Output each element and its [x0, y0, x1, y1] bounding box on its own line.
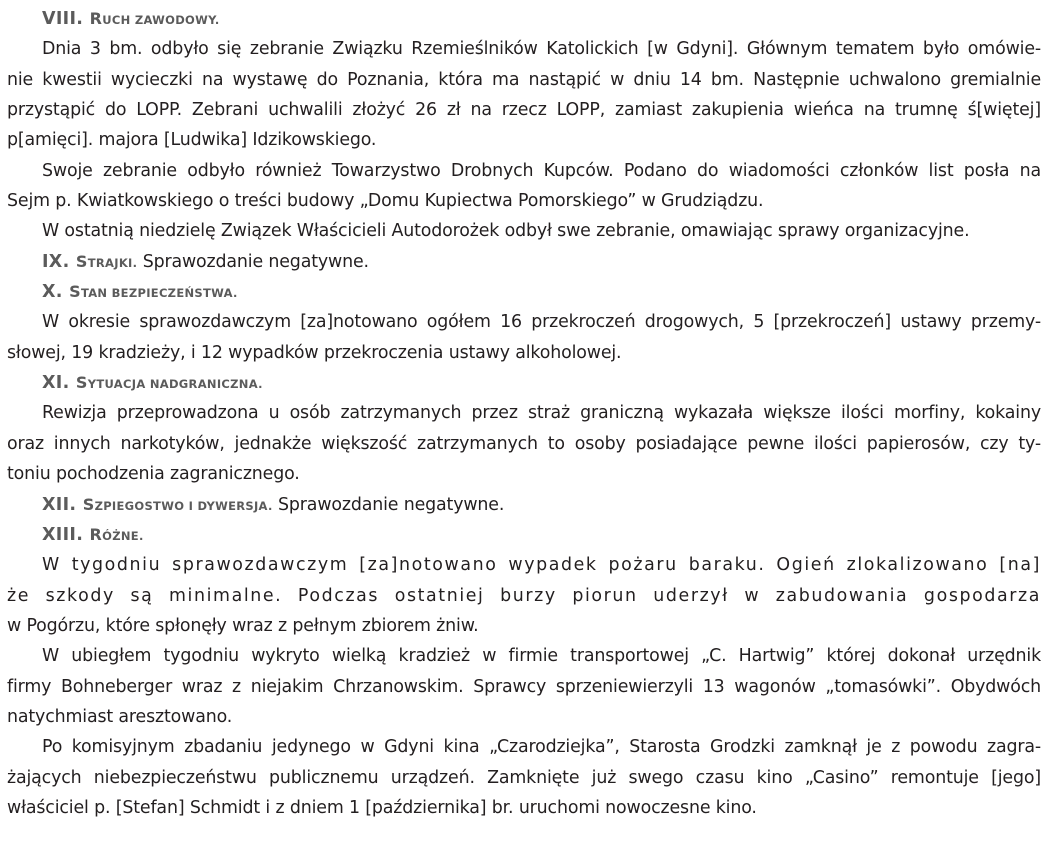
section-inline-text: Sprawozdanie negatywne.: [142, 251, 369, 272]
section-title-initial: S: [75, 373, 88, 393]
paragraph-line: słowej, 19 kradzieży, i 12 wypadków przekroczenia ustawy alkoholowej.: [7, 342, 622, 363]
paragraph-line: Po komisyjnym zbadaniu jedynego w Gdyni kina „Czarodziejka”, Starosta Grodzki zamknął je z powodu zagra-: [42, 737, 1041, 758]
paragraph-line: Rewizja przeprowadzona u osób zatrzymanych przez straż graniczną wykazała większe ilości morfiny, kokainy: [42, 403, 1041, 424]
paragraph-line: p[amięci]. majora [Ludwika] Idzikowskiego.: [7, 130, 377, 151]
section-title: TRAJKI.: [87, 255, 138, 270]
section-title-initial: R: [89, 524, 103, 544]
paragraph-line: w Pogórzu, które spłonęły wraz z pełnym zbiorem żniw.: [7, 615, 479, 636]
paragraph-line: właściciel p. [Stefan] Schmidt i z dniem 1 [października] br. uruchomi nowoczesne kino.: [7, 797, 757, 818]
paragraph-line: W okresie sprawozdawczym [za]notowano ogółem 16 przekroczeń drogowych, 5 [przekroczeń] ustawy przemy-: [42, 312, 1041, 333]
paragraph-line: W ostatnią niedzielę Związek Właścicieli Autodorożek odbył swe zebranie, omawiając sprawy organizacyjne.: [42, 221, 970, 242]
paragraph-line: że szkody są minimalne. Podczas ostatniej burzy piorun uderzył w zabudowania gospodarza: [7, 585, 1041, 606]
paragraph-line: Swoje zebranie odbyło również Towarzystwo Drobnych Kupców. Podano do wiadomości członków list posła na: [42, 160, 1041, 181]
section-title: ÓŻNE.: [102, 528, 144, 543]
paragraph-line: Dnia 3 bm. odbyło się zebranie Związku Rzemieślników Katolickich [w Gdyni]. Głównym tematem było omówie-: [42, 39, 1041, 60]
paragraph-line: Sejm p. Kwiatkowskiego o treści budowy „Domu Kupiectwa Pomorskiego” w Grudziądzu.: [7, 191, 764, 212]
paragraph-line: W tygodniu sprawozdawczym [za]notowano wypadek pożaru baraku. Ogień zlokalizowano [na]: [42, 555, 1041, 576]
section-title: TAN BEZPIECZEŃSTWA.: [80, 286, 238, 301]
paragraph-line: żających niebezpieczeństwu publicznemu urządzeń. Zamknięte już swego czasu kino „Casino” remontuje [jego]: [7, 767, 1041, 788]
section-title-initial: R: [89, 9, 103, 28]
section-title: ZPIEGOSTWO I DYWERSJA.: [94, 498, 273, 513]
section-title: YTUACJA NADGRANICZNA.: [87, 377, 263, 392]
paragraph-line: firmy Bohneberger wraz z niejakim Chrzanowskim. Sprawcy sprzeniewierzyli 13 wagonów „tomasówki”. Obydwóch: [7, 676, 1041, 697]
section-number: X.: [42, 282, 63, 303]
section-number: XIII.: [42, 524, 84, 545]
section-title: UCH ZAWODOWY.: [102, 13, 220, 27]
paragraph-line: natychmiast aresztowano.: [7, 706, 233, 727]
section-heading-x: [7, 277, 1041, 307]
section-heading-ix: [7, 247, 1041, 277]
paragraph-line: nie kwestii wycieczki na wystawę do Poznania, która ma nastąpić w dniu 14 bm. Następnie uchwalono gremialnie: [7, 69, 1041, 90]
section-heading-xii: [7, 490, 1041, 520]
section-title-initial: S: [69, 282, 81, 302]
paragraph-line: oraz innych narkotyków, jednakże większość zatrzymanych to osoby posiadające pewne ilości papierosów, czy ty-: [7, 433, 1041, 454]
section-title-initial: S: [82, 494, 95, 514]
section-title-initial: S: [75, 251, 88, 271]
paragraph-line: W ubiegłem tygodniu wykryto wielką kradzież w firmie transportowej „C. Hartwig” której dokonał urzędnik: [42, 646, 1041, 667]
section-number: VIII.: [42, 9, 84, 29]
section-number: XI.: [42, 373, 70, 394]
section-inline-text: Sprawozdanie negatywne.: [278, 494, 505, 515]
section-heading-xiii: [7, 520, 1041, 550]
paragraph-line: przystąpić do LOPP. Zebrani uchwalili złożyć 26 zł na rzecz LOPP, zamiast zakupienia wieńca na trumnę ś[więtej]: [7, 100, 1041, 121]
section-number: IX.: [42, 251, 70, 272]
paragraph-line: toniu pochodzenia zagranicznego.: [7, 464, 300, 485]
section-number: XII.: [42, 494, 77, 515]
section-heading-viii: [7, 4, 1041, 34]
section-heading-xi: [7, 368, 1041, 398]
